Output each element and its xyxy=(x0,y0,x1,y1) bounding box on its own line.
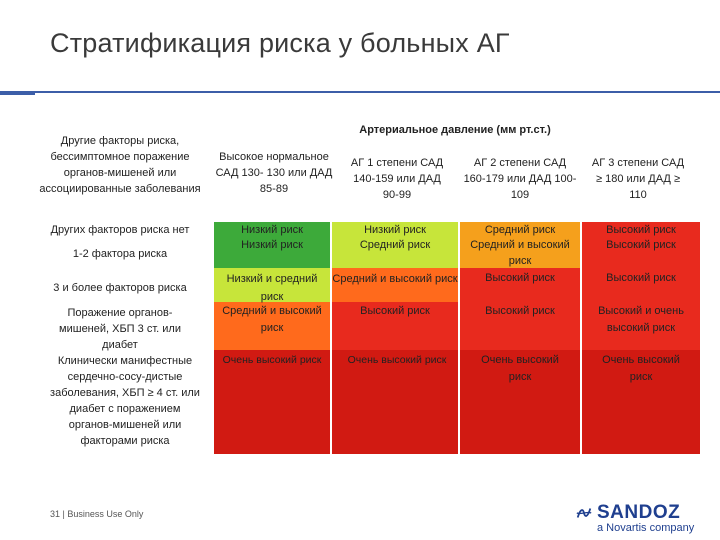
risk-cell-r1-c3: Средний риск xyxy=(484,224,556,236)
title-rule xyxy=(35,91,720,93)
blood-pressure-header: Артериальное давление (мм рт.ст.) xyxy=(359,124,551,136)
row-label-no-factors: Других факторов риска нет xyxy=(50,224,190,236)
row-label-1-2-factors: 1-2 фактора риска xyxy=(72,248,168,260)
risk-cell-r5-c4: Очень высокий риск xyxy=(602,354,680,383)
risk-cell-r5-c1: Очень высокий риск xyxy=(222,354,322,366)
risk-cell-r5-c2: Очень высокий риск xyxy=(347,354,447,366)
risk-cell-r3-c2: Средний и высокий риск xyxy=(332,273,458,285)
risk-cell-r2-c2: Средний риск xyxy=(359,239,431,251)
risk-cell-r2-c1: Низкий риск xyxy=(241,239,303,251)
column-header-high-normal: Высокое нормальное САД 130- 130 или ДАД 85-89 xyxy=(215,151,333,195)
footer-note: 31 | Business Use Only xyxy=(50,509,144,519)
brand-name: SANDOZ xyxy=(597,502,681,523)
risk-cell-r4-c1: Средний и высокий риск xyxy=(222,305,322,334)
row-label-organ-damage: Поражение органов-мишеней, ХБП 3 ст. или диабет xyxy=(59,307,181,351)
risk-grid xyxy=(214,222,700,454)
risk-cell-r3-c3: Высокий риск xyxy=(485,272,555,284)
risk-cell-r1-c4: Высокий риск xyxy=(606,224,676,236)
brand-tagline: a Novartis company xyxy=(597,522,695,534)
risk-cell-r4-c4: Высокий и очень высокий риск xyxy=(598,305,684,334)
risk-cell-r4-c2: Высокий риск xyxy=(360,305,430,317)
risk-cell-r3-c4: Высокий риск xyxy=(606,272,676,284)
column-header-grade-3: АГ 3 степени САД ≥ 180 или ДАД ≥ 110 xyxy=(591,157,685,201)
title-rule-accent xyxy=(0,91,35,95)
row-label-clinical-cvd: Клинически манифестные сердечно-сосу-дистые заболевания, ХБП ≥ 4 ст. или диабет с поражением органов-мишеней или факторами риска xyxy=(50,355,200,447)
column-header-grade-1: АГ 1 степени САД 140-159 или ДАД 90-99 xyxy=(350,157,444,201)
risk-cell-r2-c4: Высокий риск xyxy=(606,239,676,251)
corner-header: Другие факторы риска, бессимптомное поражение органов-мишеней или ассоциированные заболевания xyxy=(39,135,201,195)
risk-cell-r1-c1: Низкий риск xyxy=(241,224,303,236)
risk-cell-r5-c3: Очень высокий риск xyxy=(481,354,559,383)
slide-title: Стратификация риска у больных АГ xyxy=(50,28,510,58)
sandoz-mark-icon xyxy=(575,504,593,522)
risk-cell-r1-c2: Низкий риск xyxy=(364,224,426,236)
column-header-grade-2: АГ 2 степени САД 160-179 или ДАД 100-109 xyxy=(463,157,577,201)
risk-cell-r2-c3: Средний и высокий риск xyxy=(470,239,570,267)
risk-cell-r3-c1: Низкий и средний риск xyxy=(226,273,318,303)
sandoz-logo xyxy=(575,500,695,540)
risk-cell-r4-c3: Высокий риск xyxy=(485,305,555,317)
row-label-3-plus-factors: 3 и более факторов риска xyxy=(53,282,187,294)
